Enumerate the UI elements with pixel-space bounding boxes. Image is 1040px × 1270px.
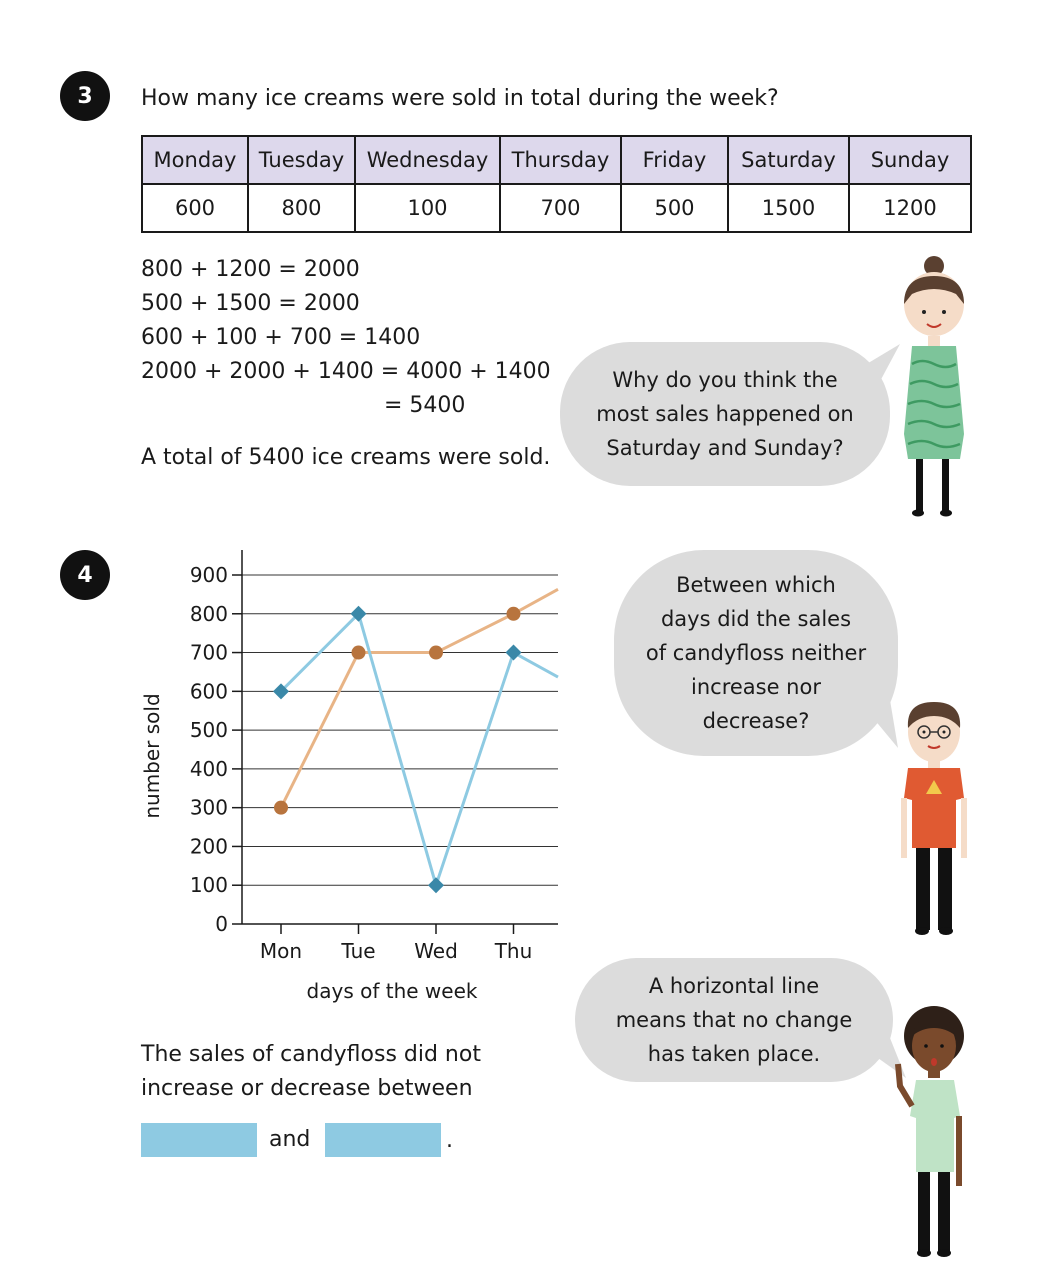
answer-sentence-line-1: The sales of candyfloss did not xyxy=(141,1042,481,1067)
table-cell: 1500 xyxy=(728,184,849,232)
chart-y-tick-label: 0 xyxy=(215,912,228,936)
table-row xyxy=(142,184,971,232)
girl-character-illustration xyxy=(894,254,974,519)
chart-x-axis-label: days of the week xyxy=(306,979,478,1003)
table-header-cell: Monday xyxy=(142,136,248,184)
chart-data-point xyxy=(507,607,521,621)
answer-box-first-day[interactable] xyxy=(141,1123,257,1157)
table-header-cell: Sunday xyxy=(849,136,971,184)
question-3-prompt: How many ice creams were sold in total during the week? xyxy=(141,86,779,111)
boy-pointing-illustration xyxy=(886,1006,976,1268)
chart-series xyxy=(273,589,558,893)
chart-y-tick-label: 100 xyxy=(189,873,228,898)
chart-y-tick-label: 200 xyxy=(189,834,228,859)
speech-bubble-horizontal-line-hint xyxy=(575,958,893,1082)
boy-with-glasses-illustration xyxy=(894,698,974,938)
chart-data-point xyxy=(506,645,522,661)
chart-x-tick-label: Mon xyxy=(259,939,303,963)
chart-data-point xyxy=(274,801,288,815)
chart-y-tick-label: 300 xyxy=(189,795,228,820)
table-header-cell: Tuesday xyxy=(248,136,355,184)
answer-sentence-line-2: increase or decrease between xyxy=(141,1076,473,1101)
table-cell: 800 xyxy=(248,184,355,232)
table-header-cell: Wednesday xyxy=(355,136,500,184)
chart-data-point xyxy=(428,877,444,893)
answer-sentence: A total of 5400 ice creams were sold. xyxy=(141,445,551,470)
ice-cream-sales-table xyxy=(141,135,972,233)
speech-bubble-candyfloss-question xyxy=(614,550,898,756)
bubble-text: Between which days did the sales of candyfloss neither increase nor decrease? xyxy=(645,573,867,733)
table-cell: 100 xyxy=(355,184,500,232)
table-cell: 600 xyxy=(142,184,248,232)
chart-y-tick-label: 600 xyxy=(189,679,228,704)
chart-gridlines xyxy=(242,575,558,885)
table-cell: 1200 xyxy=(849,184,971,232)
table-cell: 700 xyxy=(500,184,621,232)
question-4-number: 4 xyxy=(60,550,110,600)
table-header-cell: Friday xyxy=(621,136,728,184)
chart-y-tick-label: 500 xyxy=(189,718,228,743)
working-line: 500 + 1500 = 2000 xyxy=(141,291,360,316)
table-header-row xyxy=(142,136,971,184)
chart-data-point xyxy=(352,646,366,660)
working-line: 800 + 1200 = 2000 xyxy=(141,257,360,282)
chart-series-line xyxy=(281,589,558,807)
working-line: 2000 + 2000 + 1400 = 4000 + 1400 xyxy=(141,359,551,384)
chart-x-tick-label: Thu xyxy=(494,939,533,963)
table-header-cell: Saturday xyxy=(728,136,849,184)
chart-y-axis-label: number sold xyxy=(140,693,164,819)
speech-bubble-saturday-sunday xyxy=(560,342,890,486)
working-line: = 5400 xyxy=(384,393,466,418)
chart-y-tick-label: 900 xyxy=(189,563,228,587)
chart-x-tick-label: Tue xyxy=(341,939,376,963)
table-header-cell: Thursday xyxy=(500,136,621,184)
full-stop: . xyxy=(446,1128,453,1153)
bubble-text: Why do you think the most sales happened on Saturday and Sunday? xyxy=(596,368,854,460)
and-label: and xyxy=(269,1127,311,1152)
question-3-number: 3 xyxy=(60,71,110,121)
chart-x-tick-label: Wed xyxy=(414,939,458,963)
candyfloss-sales-line-chart xyxy=(130,540,570,1020)
bubble-text: A horizontal line means that no change has taken place. xyxy=(615,974,853,1066)
chart-y-tick-label: 700 xyxy=(189,640,228,665)
answer-box-second-day[interactable] xyxy=(325,1123,441,1157)
chart-y-tick-label: 400 xyxy=(189,756,228,781)
working-line: 600 + 100 + 700 = 1400 xyxy=(141,325,421,350)
table-cell: 500 xyxy=(621,184,728,232)
chart-data-point xyxy=(429,646,443,660)
chart-y-tick-label: 800 xyxy=(189,601,228,626)
